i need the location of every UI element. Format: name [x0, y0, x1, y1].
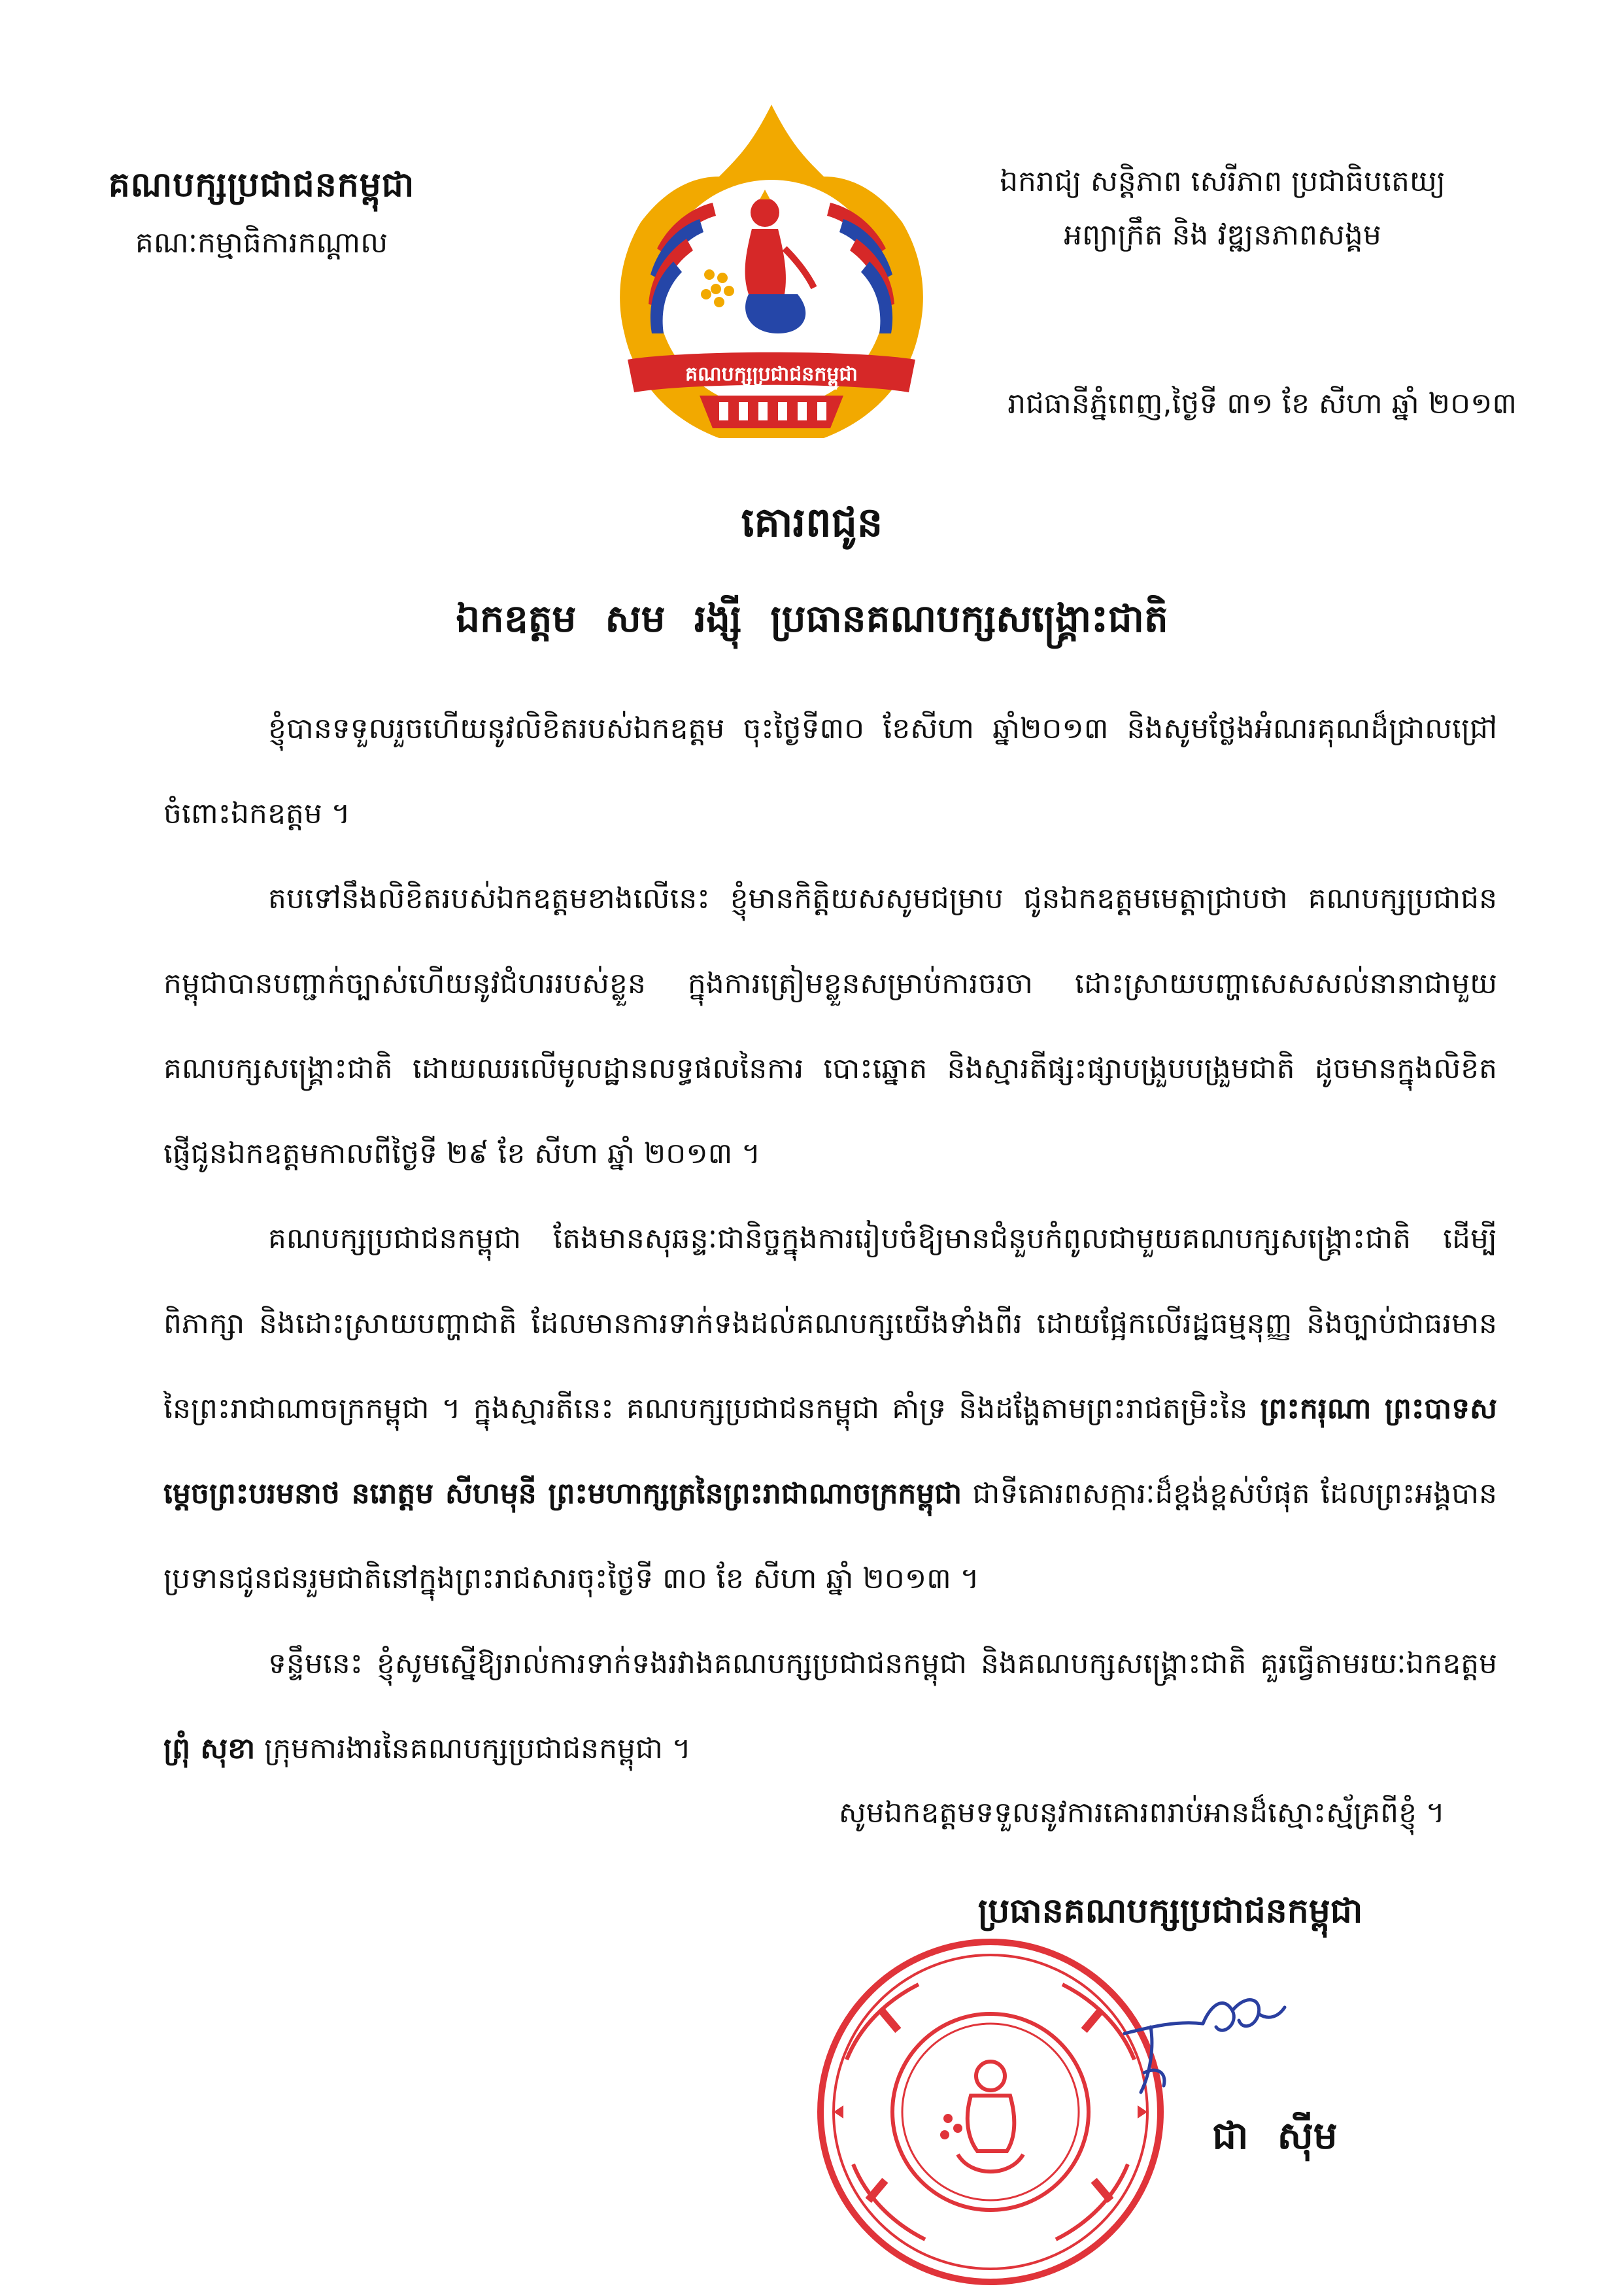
recipient: ឯកឧត្តម សម រង្ស៊ី ប្រធានគណបក្សសង្គ្រោះជាតិ: [456, 596, 1168, 641]
logo-banner-text: គណបក្សប្រជាជនកម្ពុជា: [685, 363, 858, 386]
paragraph-4: [163, 1622, 1497, 1792]
paragraph-1: ខ្ញុំបានទទួលរួចហើយនូវលិខិតរបស់ឯកឧត្តម ចុះថ្ងៃទី៣០ ខែសីហា ឆ្នាំ២០១៣ និងសូមថ្លែងអំណរគុណដ៏ជ្រាលជ្រៅចំពោះឯកឧត្តម ។: [163, 712, 1497, 830]
salutation: គោរពជូន: [741, 498, 883, 546]
motto-block: [909, 163, 1536, 259]
paragraph-3: [163, 1197, 1497, 1622]
paragraph-4-part-a: ទន្ទឹមនេះ ខ្ញុំសូមស្នើឱ្យរាល់ការទាក់ទងរវាងគណបក្សប្រជាជនកម្ពុជា និងគណបក្សសង្គ្រោះជាតិ គួរធ្វើតាមរយៈឯកឧត្តម: [268, 1647, 1497, 1680]
signatory-name: ជា ស៊ីម: [1212, 2113, 1338, 2158]
party-name: គណបក្សប្រជាជនកម្ពុជា: [108, 165, 415, 205]
sender-block: [78, 163, 445, 267]
party-logo: [588, 98, 955, 464]
letter-body: [163, 687, 1497, 1792]
paragraph-4-part-b: ក្រុមការងារនៃគណបក្សប្រជាជនកម្ពុជា ។: [255, 1732, 691, 1765]
national-motto-line-2: អព្យាក្រឹត និង វឌ្ឍនភាពសង្គម: [1064, 218, 1381, 252]
paragraph-2: តបទៅនឹងលិខិតរបស់ឯកឧត្តមខាងលើនេះ ខ្ញុំមានកិត្តិយសសូមជម្រាប ជូនឯកឧត្តមមេត្តាជ្រាបថា គណបក្សប្រជាជនកម្ពុជាបានបញ្ជាក់ច្បាស់ហើយនូវជំហររបស់ខ្លួន ក្នុងការត្រៀមខ្លួនសម្រាប់ការចរចា ដោះស្រាយបញ្ហាសេសសល់នានាជាមួយគណបក្សសង្គ្រោះជាតិ ដោយឈរលើមូលដ្ឋានលទ្ធផលនៃការ បោះឆ្នោត និងស្មារតីផ្សះផ្សាបង្រួបបង្រួមជាតិ ដូចមានក្នុងលិខិតផ្ញើជូនឯកឧត្តមកាលពីថ្ងៃទី ២៩ ខែ សីហា ឆ្នាំ ២០១៣ ។: [163, 882, 1497, 1170]
committee-name: គណៈកម្មាធិការកណ្តាល: [135, 226, 388, 260]
dateline: រាជធានីភ្នំពេញ,ថ្ងៃទី ៣១ ខែ សីហា ឆ្នាំ ២០១៣: [1007, 387, 1517, 420]
paragraph-3-part-a: គណបក្សប្រជាជនកម្ពុជា តែងមានសុឆន្ទៈជានិច្ចក្នុងការរៀបចំឱ្យមានជំនួបកំពូលជាមួយគណបក្សសង្គ្រោះជាតិ ដើម្បីពិភាក្សា និងដោះស្រាយបញ្ហាជាតិ ដែលមានការទាក់ទងដល់គណបក្សយើងទាំងពីរ ដោយផ្អែកលើរដ្ឋធម្មនុញ្ញ និងច្បាប់ជាធរមាននៃព្រះរាជាណាចក្រកម្ពុជា ។ ក្នុងស្មារតីនេះ គណបក្សប្រជាជនកម្ពុជា គាំទ្រ និងដង្ហែតាមព្រះរាជតម្រិះនៃ: [163, 1222, 1497, 1425]
king-title: ព្រះករុណា ព្រះបាទសម្តេចព្រះបរមនាថ នរោត្តម សីហមុនី ព្រះមហាក្សត្រនៃព្រះរាជាណាចក្រកម្ពុជា: [163, 1392, 1497, 1510]
closing-line: សូមឯកឧត្តមទទួលនូវការគោរពរាប់អានដ៏ស្មោះស្ម័គ្រពីខ្ញុំ ។: [838, 1796, 1445, 1829]
handwritten-signature: [1111, 1975, 1294, 2105]
paragraph-3-part-b: ជាទីគោរពសក្ការៈដ៏ខ្ពង់ខ្ពស់បំផុត ដែលព្រះអង្គបានប្រទានជូនជនរួមជាតិនៅក្នុងព្រះរាជសារចុះថ្ងៃទី ៣០ ខែ សីហា ឆ្នាំ ២០១៣ ។: [163, 1477, 1497, 1595]
liaison-name: ព្រុំ សុខា: [163, 1732, 256, 1765]
national-motto-line-1: ឯករាជ្យ សន្តិភាព សេរីភាព ប្រជាធិបតេយ្យ: [1000, 165, 1446, 198]
signatory-title: ប្រធានគណបក្សប្រជាជនកម្ពុជា: [977, 1892, 1363, 1931]
